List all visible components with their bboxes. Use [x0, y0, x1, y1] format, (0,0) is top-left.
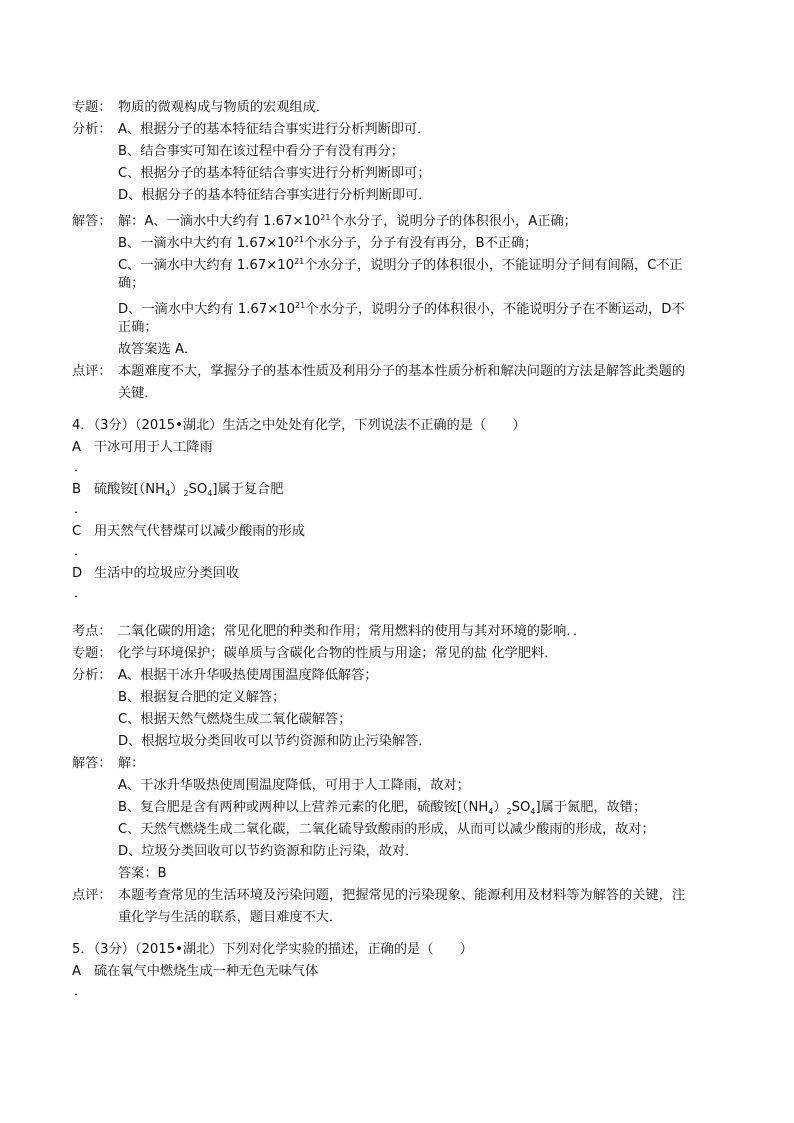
exponent: 21 [320, 213, 331, 222]
jieda-item-c: C、天然气燃烧生成二氧化碳，二氧化硫导致酸雨的形成，从而可以减少酸雨的形成，故对； [118, 822, 655, 837]
option-text: 干冰可用于人工降雨 [94, 440, 213, 455]
jieda-line-d [118, 296, 685, 316]
dianping-text-cont: 关键． [118, 386, 158, 401]
fenxi-item: A、根据分子的基本特征结合事实进行分析判断即可． [118, 122, 431, 137]
jieda-d-post: 个水分子，说明分子的体积很小，不能说明分子在不断运动，D不 [305, 302, 685, 317]
zhuanti-line-1 [72, 98, 329, 118]
dianping-label: 点评： [72, 364, 112, 379]
fenxi-label: 分析： [72, 122, 112, 137]
zhuanti-label: 专题： [72, 100, 112, 115]
fenxi-item: D、根据垃圾分类回收可以节约资源和防止污染解答． [118, 734, 432, 749]
jieda-final: 故答案选 A． [118, 342, 198, 357]
fenxi-item: A、根据干冰升华吸热使周围温度降低解答； [118, 668, 378, 683]
fenxi-line-1 [72, 120, 430, 140]
kaodian-line [72, 622, 586, 642]
dianping-label: 点评： [72, 888, 112, 903]
jieda-line-c [118, 252, 683, 272]
subscript: 2 [506, 807, 512, 816]
option-letter: A [72, 964, 82, 979]
option-text: 硫在氧气中燃烧生成一种无色无味气体 [94, 964, 319, 979]
exponent: 21 [294, 257, 305, 266]
question-5-stem: 5．（3分）（2015•湖北）下列对化学实验的描述，正确的是（ ） [72, 942, 473, 957]
kaodian-label: 考点： [72, 624, 112, 639]
fenxi-item: C、根据天然气燃烧生成二氧化碳解答； [118, 712, 352, 727]
jieda-label: 解答： [72, 756, 112, 771]
zhuanti-label: 专题： [72, 646, 112, 661]
option-text: 用天然气代替煤可以减少酸雨的形成 [94, 524, 305, 539]
option-letter: C [72, 524, 82, 539]
fenxi-label: 分析： [72, 668, 112, 683]
option-a [72, 962, 318, 982]
jieda-line-b [118, 230, 537, 250]
subscript: 4 [165, 489, 171, 498]
option-text-mid: ） [170, 482, 184, 497]
fenxi-item: B、结合事实可知在该过程中看分子有没有再分； [118, 144, 404, 159]
subscript: 4 [207, 489, 213, 498]
jieda-d-pre: D、一滴水中大约有 1.67×10 [118, 302, 296, 317]
jieda-b-post: ]属于氮肥，故错； [535, 800, 647, 815]
jieda-label: 解答： [72, 214, 112, 229]
jieda-b-pre: B、一滴水中大约有 1.67×10 [118, 236, 294, 251]
jieda-item-b [118, 798, 646, 818]
dianping-text-cont: 重化学与生活的联系，题目难度不大． [118, 910, 343, 925]
zhuanti-text: 化学与环境保护；碳单质与含碳化合物的性质与用途；常见的盐 化学肥料． [118, 646, 558, 661]
fenxi-line-2 [72, 666, 378, 686]
dianping-line-2 [72, 886, 685, 906]
option-text-pre: 硫酸铵[（NH [94, 482, 166, 497]
subscript: 4 [488, 807, 494, 816]
option-text: 生活中的垃圾应分类回收 [94, 566, 240, 581]
option-b [72, 480, 283, 500]
jieda-b-mid: ） [493, 800, 507, 815]
exponent: 21 [295, 301, 306, 310]
kaodian-text: 二氧化碳的用途；常见化肥的种类和作用；常用燃料的使用与其对环境的影响．． [118, 624, 587, 639]
dianping-text: 本题考查常见的生活环境及污染问题，把握常见的污染现象、能源利用及材料等为解答的关键，注 [118, 888, 686, 903]
option-d [72, 564, 239, 584]
zhuanti-text: 物质的微观构成与物质的宏观组成． [118, 100, 329, 115]
jieda-line-a [72, 208, 577, 228]
option-text-so: SO [188, 482, 208, 497]
jieda-line-head [72, 754, 144, 774]
option-c [72, 522, 305, 542]
jieda-c-post: 个水分子，说明分子的体积很小，不能证明分子间有间隔，C不正 [304, 258, 683, 273]
jieda-item-a: A、干冰升华吸热使周围温度降低，可用于人工降雨，故对； [118, 778, 470, 793]
option-dot: ． [74, 544, 88, 559]
option-dot: ． [74, 984, 88, 999]
jieda-a-pre: 解：A、一滴水中大约有 1.67×10 [118, 214, 321, 229]
fenxi-item: C、根据分子的基本特征结合事实进行分析判断即可； [118, 166, 431, 181]
subscript: 2 [183, 489, 189, 498]
subscript: 4 [530, 807, 536, 816]
option-text-post: ]属于复合肥 [212, 482, 284, 497]
fenxi-item: D、根据分子的基本特征结合事实进行分析判断即可． [118, 188, 432, 203]
jieda-b-so: SO [511, 800, 531, 815]
dianping-line-1 [72, 362, 685, 382]
jieda-answer: 答案：B [118, 866, 167, 881]
option-dot: ． [74, 586, 88, 601]
option-dot: ． [74, 460, 88, 475]
jieda-c-pre: C、一滴水中大约有 1.67×10 [118, 258, 295, 273]
jieda-item-d: D、垃圾分类回收可以节约资源和防止污染，故对． [118, 844, 419, 859]
dianping-text: 本题难度不大，掌握分子的基本性质及利用分子的基本性质分析和解决问题的方法是解答此类题的 [118, 364, 686, 379]
option-letter: B [72, 482, 82, 497]
question-4-stem: 4．（3分）（2015•湖北）生活之中处处有化学，下列说法不正确的是（ ） [72, 418, 526, 433]
fenxi-item: B、根据复合肥的定义解答； [118, 690, 286, 705]
jieda-c-cont: 确； [118, 276, 145, 291]
option-a [72, 438, 213, 458]
jieda-d-cont: 正确； [118, 320, 158, 335]
option-letter: D [72, 566, 83, 581]
jieda-head: 解： [118, 756, 145, 771]
option-letter: A [72, 440, 82, 455]
jieda-a-post: 个水分子，说明分子的体积很小，A正确； [330, 214, 577, 229]
jieda-b-post: 个水分子，分子有没有再分，B不正确； [304, 236, 538, 251]
option-dot: ． [74, 502, 88, 517]
jieda-b-pre: B、复合肥是含有两种或两种以上营养元素的化肥，硫酸铵[（NH [118, 800, 489, 815]
exponent: 21 [293, 235, 305, 244]
zhuanti-line-2 [72, 644, 557, 664]
